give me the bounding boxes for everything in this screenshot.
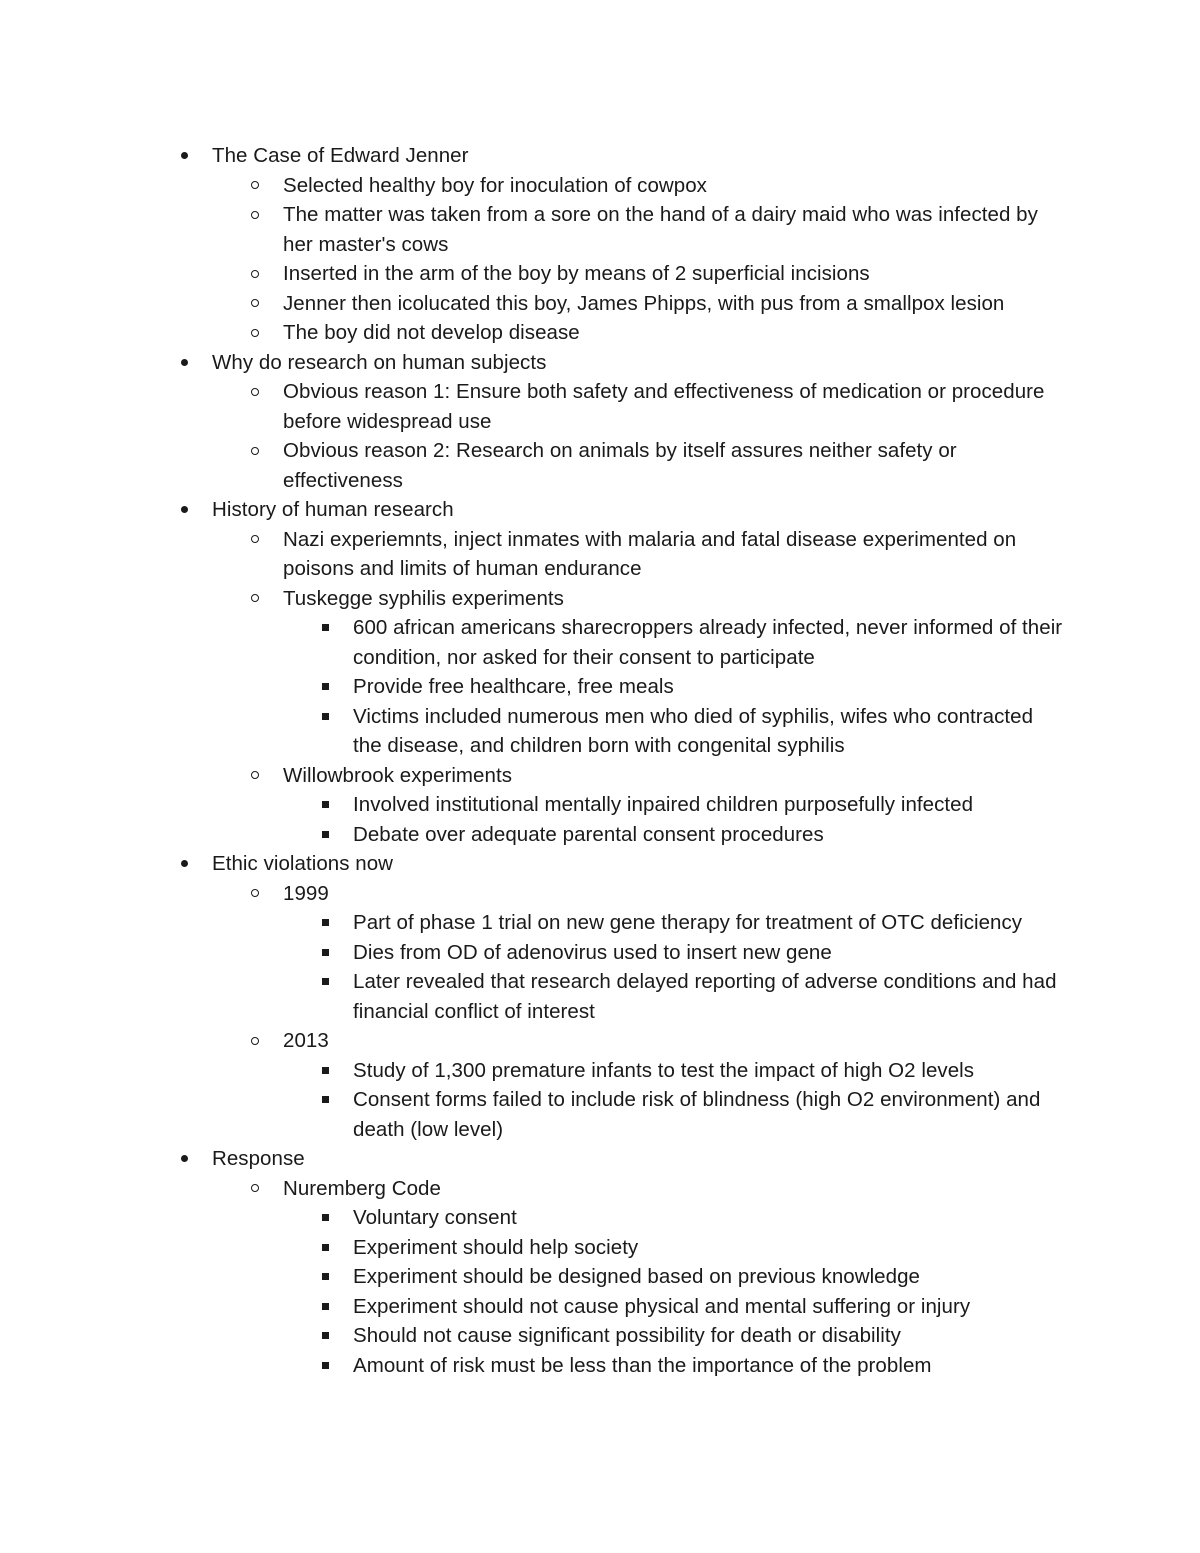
filled-circle-bullet-icon — [174, 849, 194, 879]
outline-item-text: Later revealed that research delayed reporting of adverse conditions and had financial conflict of interest — [353, 970, 1057, 1023]
outline-item-text: Response — [212, 1147, 305, 1170]
outline-item-level-3 — [0, 1085, 1065, 1144]
hollow-circle-bullet-icon — [245, 436, 265, 466]
outline-item-text: 1999 — [283, 881, 329, 905]
hollow-circle-bullet-icon — [245, 584, 265, 614]
outline-item-text: 600 african americans sharecroppers already infected, never informed of their condition, nor asked for their consent to participate — [353, 616, 1063, 669]
outline-item-level-3 — [0, 820, 1065, 850]
outline-item-text: Obvious reason 2: Research on animals by itself assures neither safety or effectiveness — [283, 439, 957, 492]
outline-item-level-1 — [0, 141, 1062, 171]
outline-item-text: The Case of Edward Jenner — [212, 144, 469, 167]
outline-item-text: Inserted in the arm of the boy by means of 2 superficial incisions — [283, 262, 870, 285]
hollow-circle-bullet-icon — [245, 259, 265, 289]
outline-item-text: Voluntary consent — [353, 1206, 517, 1229]
outline-item-level-3 — [0, 938, 1065, 968]
square-bullet-icon — [315, 1233, 335, 1263]
outline-item-level-3 — [0, 1321, 1065, 1351]
outline-item-level-3 — [0, 613, 1065, 672]
hollow-circle-bullet-icon — [245, 525, 265, 555]
outline-item-level-2 — [0, 200, 1063, 259]
square-bullet-icon — [315, 1292, 335, 1322]
outline-item-text: Amount of risk must be less than the importance of the problem — [353, 1353, 932, 1377]
outline-item-text: Dies from OD of adenovirus used to insert new gene — [353, 940, 832, 964]
hollow-circle-bullet-icon — [245, 761, 265, 791]
outline-item-level-1 — [0, 849, 1062, 879]
outline-item-level-2 — [0, 879, 1063, 909]
hollow-circle-bullet-icon — [245, 289, 265, 319]
outline-item-level-1 — [0, 1144, 1062, 1174]
outline-item-text: Experiment should help society — [353, 1235, 639, 1259]
outline-item-level-2 — [0, 525, 1063, 584]
outline-item-level-2 — [0, 289, 1063, 319]
outline-item-level-2 — [0, 377, 1063, 436]
square-bullet-icon — [315, 1351, 335, 1381]
hollow-circle-bullet-icon — [245, 318, 265, 348]
outline-item-level-2 — [0, 318, 1063, 348]
square-bullet-icon — [315, 790, 335, 820]
outline-item-level-3 — [0, 1203, 1065, 1233]
hollow-circle-bullet-icon — [245, 1026, 265, 1056]
outline-item-text: Jenner then icolucated this boy, James Phipps, with pus from a smallpox lesion — [283, 291, 1005, 315]
outline-item-text: The boy did not develop disease — [283, 321, 580, 344]
square-bullet-icon — [315, 1056, 335, 1086]
hollow-circle-bullet-icon — [245, 377, 265, 407]
outline-item-text: Part of phase 1 trial on new gene therapy for treatment of OTC deficiency — [353, 911, 1023, 934]
outline-item-text: Nuremberg Code — [283, 1176, 441, 1200]
outline-item-text: Victims included numerous men who died of syphilis, wifes who contracted the disease, and children born with congenital syphilis — [353, 704, 1034, 757]
filled-circle-bullet-icon — [174, 1144, 194, 1174]
outline-item-level-3 — [0, 702, 1065, 761]
hollow-circle-bullet-icon — [245, 171, 265, 201]
outline-item-level-3 — [0, 672, 1065, 702]
square-bullet-icon — [315, 613, 335, 643]
hollow-circle-bullet-icon — [245, 200, 265, 230]
outline-item-text: Nazi experiemnts, inject inmates with malaria and fatal disease experimented on poisons and limits of human endurance — [283, 527, 1017, 580]
outline-item-level-3 — [0, 1351, 1065, 1381]
square-bullet-icon — [315, 820, 335, 850]
filled-circle-bullet-icon — [174, 495, 194, 525]
square-bullet-icon — [315, 1203, 335, 1233]
outline-item-level-2 — [0, 259, 1063, 289]
outline-item-text: Selected healthy boy for inoculation of cowpox — [283, 173, 707, 197]
outline-item-text: The matter was taken from a sore on the hand of a dairy maid who was infected by her master's cows — [283, 203, 1038, 256]
square-bullet-icon — [315, 1262, 335, 1292]
outline-item-level-1 — [0, 348, 1062, 378]
outline-item-text: 2013 — [283, 1029, 329, 1052]
outline-item-level-2 — [0, 1174, 1063, 1204]
outline-item-text: Study of 1,300 premature infants to test the impact of high O2 levels — [353, 1058, 975, 1082]
outline-item-level-3 — [0, 1292, 1065, 1322]
outline-item-level-3 — [0, 967, 1065, 1026]
outline-item-level-3 — [0, 1056, 1065, 1086]
outline-item-text: Ethic violations now — [212, 852, 394, 875]
outline-item-level-3 — [0, 1233, 1065, 1263]
outline-item-text: Consent forms failed to include risk of blindness (high O2 environment) and death (low level) — [353, 1088, 1041, 1141]
outline-item-text: Why do research on human subjects — [212, 350, 547, 374]
outline-item-level-3 — [0, 790, 1065, 820]
outline-item-level-2 — [0, 1026, 1063, 1056]
square-bullet-icon — [315, 967, 335, 997]
square-bullet-icon — [315, 938, 335, 968]
outline-item-level-3 — [0, 1262, 1065, 1292]
outline-item-text: Obvious reason 1: Ensure both safety and effectiveness of medication or procedure before widespread use — [283, 380, 1045, 433]
filled-circle-bullet-icon — [174, 141, 194, 171]
outline-item-text: Provide free healthcare, free meals — [353, 675, 674, 698]
square-bullet-icon — [315, 908, 335, 938]
outline-item-level-2 — [0, 584, 1063, 614]
outline-item-text: Should not cause significant possibility for death or disability — [353, 1324, 901, 1347]
outline-item-text: Experiment should not cause physical and mental suffering or injury — [353, 1294, 971, 1318]
square-bullet-icon — [315, 702, 335, 732]
outline-item-text: History of human research — [212, 498, 454, 521]
outline-item-level-2 — [0, 171, 1063, 201]
outline-item-level-2 — [0, 761, 1063, 791]
outline-item-level-1 — [0, 495, 1062, 525]
hollow-circle-bullet-icon — [245, 1174, 265, 1204]
square-bullet-icon — [315, 672, 335, 702]
outline-item-text: Involved institutional mentally inpaired children purposefully infected — [353, 793, 974, 816]
square-bullet-icon — [315, 1321, 335, 1351]
outline-item-level-3 — [0, 908, 1065, 938]
outline-item-text: Tuskegge syphilis experiments — [283, 586, 564, 610]
outline-item-text: Willowbrook experiments — [283, 763, 513, 787]
document-outline — [0, 141, 1200, 1380]
outline-item-text: Debate over adequate parental consent procedures — [353, 822, 824, 846]
outline-item-level-2 — [0, 436, 1063, 495]
outline-item-text: Experiment should be designed based on previous knowledge — [353, 1265, 920, 1288]
square-bullet-icon — [315, 1085, 335, 1115]
filled-circle-bullet-icon — [174, 348, 194, 378]
hollow-circle-bullet-icon — [245, 879, 265, 909]
